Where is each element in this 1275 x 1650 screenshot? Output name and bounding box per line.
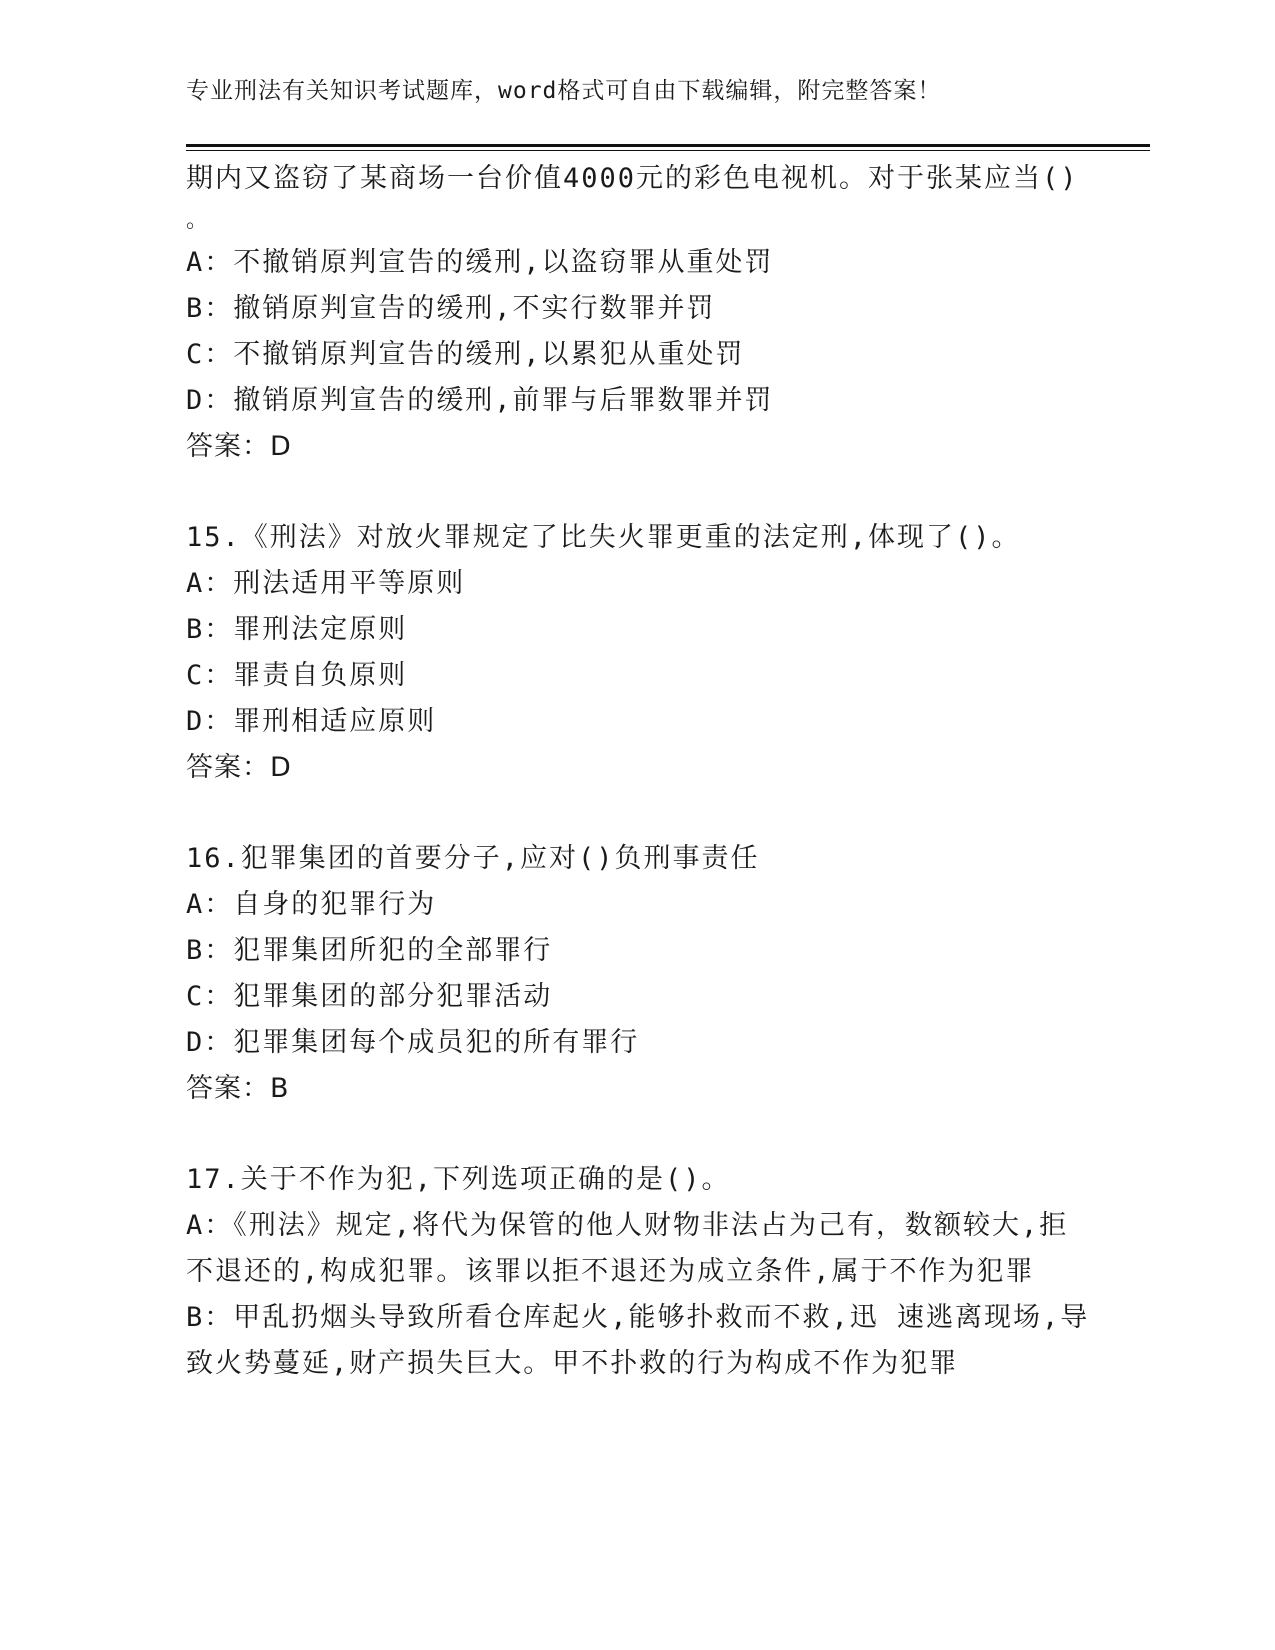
option-a-line: A：《刑法》规定,将代为保管的他人财物非法占为己有，数额较大,拒: [186, 1210, 1069, 1241]
question-stem-line: 期内又盗窃了某商场一台价值4000元的彩色电视机。对于张某应当(): [186, 163, 1079, 194]
question-stem-line: 。: [186, 208, 211, 233]
question-stem: 16.犯罪集团的首要分子,应对()负刑事责任: [186, 843, 760, 874]
answer-label: 答案：D: [186, 431, 292, 462]
spacer: [186, 1112, 1086, 1157]
answer-label: 答案：D: [186, 752, 292, 783]
document-body: [186, 156, 1090, 1387]
spacer: [186, 791, 1086, 836]
option-c: C：罪责自负原则: [186, 660, 408, 691]
option-c: C：不撤销原判宣告的缓刑,以累犯从重处罚: [186, 339, 745, 370]
option-b: B：罪刑法定原则: [186, 614, 408, 645]
option-d: D：撤销原判宣告的缓刑,前罪与后罪数罪并罚: [186, 385, 774, 416]
question-stem: 17.关于不作为犯,下列选项正确的是()。: [186, 1164, 731, 1195]
option-a-line: 不退还的,构成犯罪。该罪以拒不退还为成立条件,属于不作为犯罪: [186, 1256, 1035, 1287]
question-16: [186, 836, 1086, 1112]
option-d: D：犯罪集团每个成员犯的所有罪行: [186, 1027, 640, 1058]
header-rule-thin: [186, 150, 1150, 151]
option-b-line: 致火势蔓延,财产损失巨大。甲不扑救的行为构成不作为犯罪: [186, 1348, 959, 1379]
option-a: A：不撤销原判宣告的缓刑,以盗窃罪从重处罚: [186, 247, 774, 278]
option-a: A：自身的犯罪行为: [186, 889, 437, 920]
option-c: C：犯罪集团的部分犯罪活动: [186, 981, 553, 1012]
answer-label: 答案：B: [186, 1073, 290, 1104]
question-stem: 15.《刑法》对放火罪规定了比失火罪更重的法定刑,体现了()。: [186, 522, 1021, 553]
document-header: 专业刑法有关知识考试题库，word格式可自由下载编辑，附完整答案！: [186, 78, 942, 104]
option-b: B：撤销原判宣告的缓刑,不实行数罪并罚: [186, 293, 716, 324]
spacer: [186, 470, 1086, 515]
option-b: B：犯罪集团所犯的全部罪行: [186, 935, 553, 966]
option-d: D：罪刑相适应原则: [186, 706, 437, 737]
header-rule-thick: [186, 144, 1150, 147]
question-15: [186, 515, 1086, 791]
question-17: [186, 1157, 1090, 1387]
option-a: A：刑法适用平等原则: [186, 568, 466, 599]
option-b-line: B：甲乱扔烟头导致所看仓库起火,能够扑救而不救,迅 速逃离现场,导: [186, 1302, 1090, 1333]
question-continued: [186, 156, 1086, 470]
